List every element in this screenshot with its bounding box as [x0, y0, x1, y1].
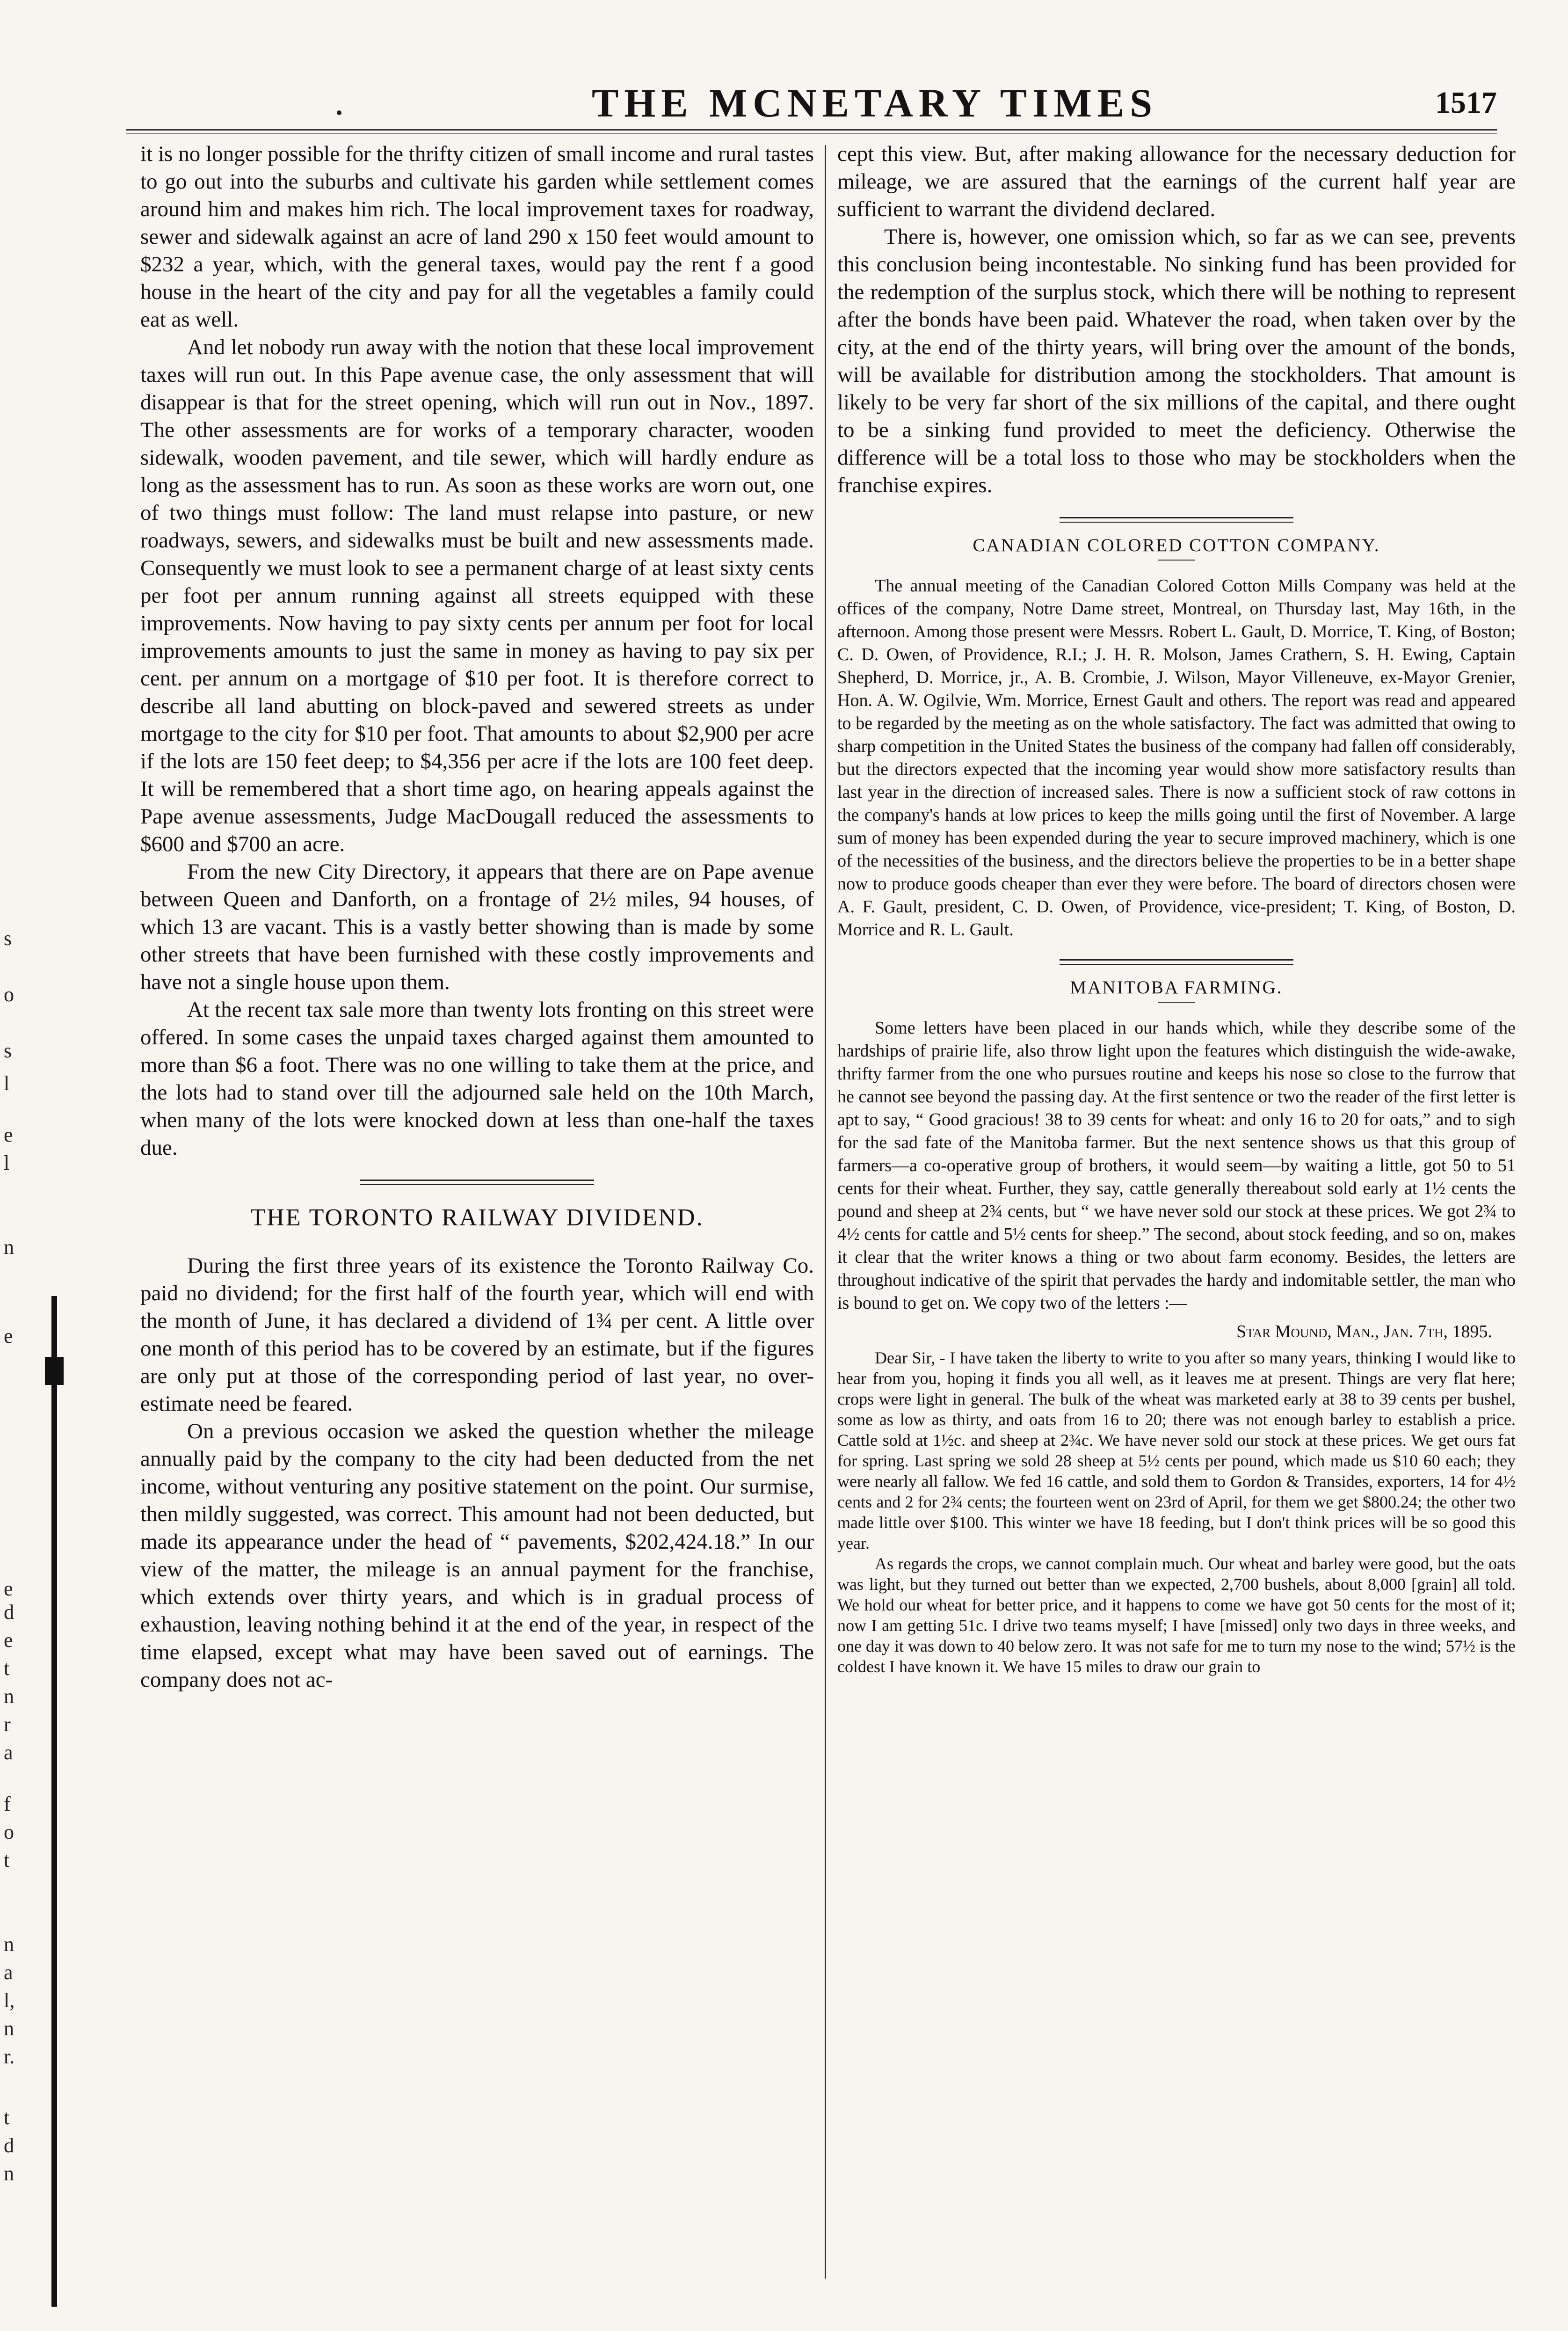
- article-paragraph: The annual meeting of the Canadian Colored Cotton Mills Company was held at the offices of the company, Notre Dame street, Montreal, on Thursday last, May 16th, in the afternoon. Among those present were Messrs. Robert L. Gault, D. Morrice, T. King, of Boston; C. D. Owen, of Providence, R.I.; J. H. R. Molson, James Crathern, S. H. Ewing, Captain Shepherd, D. Morrice, jr., A. B. Crombie, J. Wilson, Mayor Villeneuve, ex-Mayor Grenier, Hon. A. W. Ogilvie, Wm. Morrice, Ernest Gault and others. The report was read and appeared to be regarded by the meeting as on the whole satisfactory. The fact was admitted that owing to sharp competition in the United States the business of the company had fallen off considerably, but the directors expected that the incoming year would show more satisfactory results than last year in the direction of increased sales. There is now a sufficient stock of raw cottons in the company's hands at low prices to keep the mills going until the first of November. A large sum of money has been expended during the year to secure improved machinery, which is one of the necessities of the business, and the directors believe the properties to be in a better shape now to produce goods cheaper than ever they were before. The board of directors chosen were A. F. Gault, president, C. D. Owen, of Providence, vice-president; T. King, of Boston, D. Morrice and R. L. Gault.: [837, 576, 1516, 940]
- edge-letter: s: [4, 1039, 12, 1062]
- edge-letter: e: [4, 1123, 13, 1146]
- edge-letter: l,: [4, 1989, 15, 2012]
- edge-letter: a: [4, 1741, 13, 1764]
- section-heading-manitoba-farming: MANITOBA FARMING.: [1070, 977, 1283, 998]
- edge-letter: n: [4, 1933, 14, 1956]
- right-column: [837, 140, 1516, 2293]
- edge-letter: n: [4, 1236, 14, 1259]
- article-paragraph: At the recent tax sale more than twenty lots fronting on this street were offered. In some cases the unpaid taxes charged against them amounted to more than $6 a foot. There was no one willing to take them at the price, and the lots had to stand over till the adjourned sale held on the 10th March, when many of the lots were knocked down at less than one-half the taxes due.: [140, 998, 814, 1160]
- header-dot: [337, 110, 341, 115]
- article-paragraph: And let nobody run away with the notion that these local improvement taxes will run out. In this Pape avenue case, the only assessment that will disappear is that for the street opening, which will run out in Nov., 1897. The other assessments are for works of a temporary character, wooden sidewalk, wooden pavement, and tile sewer, which will hardly endure as long as the assessment has to run. As soon as these works are worn out, one of two things must follow: The land must relapse into pasture, or new roadways, sewers, and sidewalks must be built and new assessments made. Consequently we must look to see a permanent charge of at least sixty cents per foot per annum running against all streets equipped with these improvements. Now having to pay sixty cents per annum per foot for local improvements amounts to just the same in money as having to pay six per cent. per annum on a mortgage of $10 per foot. It is therefore correct to describe all land abutting on block-paved and sewered streets as under mortgage to the city for $10 per foot. That amounts to about $2,900 per acre if the lots are 150 feet deep; to $4,356 per acre if the lots are 100 feet deep. It will be remembered that a short time ago, on hearing appeals against the Pape avenue assessments, Judge MacDougall reduced the assessments to $600 and $700 an acre.: [140, 335, 814, 856]
- edge-letter: r: [4, 1713, 11, 1736]
- edge-letter: e: [4, 1629, 13, 1652]
- article-paragraph: During the first three years of its existence the Toronto Railway Co. paid no dividend; for the first half of the fourth year, which will end with the month of June, it has declared a dividend of 1¾ per cent. A little over one month of this period has to be covered by an estimate, but if the figures are only put at those of the corresponding period of last year, no over-estimate need be feared.: [140, 1253, 814, 1416]
- letter-dateline: Star Mound, Man., Jan. 7th, 1895.: [1236, 1322, 1492, 1341]
- letter-paragraph: As regards the crops, we cannot complain much. Our wheat and barley were good, but the oats was light, but they turned out better than we expected, 2,700 bushels, about 8,000 [grain] all told. We hold our wheat for better price, and it happens to come we have got 50 cents for the most of it; now I am getting 51c. I drive two teams myself; I have [missed] only two days in three weeks, and one day it was down to 40 below zero. It was not safe for me to turn my nose to the wind; 57½ is the coldest I have known it. We have 15 miles to draw our grain to: [837, 1554, 1516, 1676]
- edge-letter: n: [4, 2162, 14, 2185]
- section-heading-cotton-company: CANADIAN COLORED COTTON COMPANY.: [973, 535, 1380, 555]
- edge-letter: d: [4, 2134, 14, 2157]
- page-header: [140, 75, 1497, 131]
- article-paragraph: There is, however, one omission which, so far as we can see, prevents this conclusion being incontestable. No sinking fund has been provided for the redemption of the surplus stock, which there will be nothing to represent after the bonds have been paid. Whatever the road, when taken over by the city, at the end of the thirty years, will bring over the amount of the bonds, will be available for distribution among the stockholders. That amount is likely to be very far short of the six millions of the capital, and there ought to be a sinking fund provided to meet the deficiency. Otherwise the difference will be a total loss to those who may be stockholders when the franchise expires.: [837, 225, 1516, 497]
- edge-letter: e: [4, 1325, 13, 1348]
- heading-underline: [1158, 1002, 1195, 1003]
- column-divider: [825, 145, 826, 2279]
- edge-letter: a: [4, 1961, 13, 1984]
- edge-letter: o: [4, 983, 14, 1006]
- article-paragraph: From the new City Directory, it appears that there are on Pape avenue between Queen and Danforth, on a frontage of 2½ miles, 94 houses, of which 13 are vacant. This is a vastly better showing than is made by some other streets that have been furnished with these costly improvements and have not a single house upon them.: [140, 860, 814, 994]
- page-number: 1517: [1435, 86, 1497, 120]
- header-rule: [126, 129, 1497, 134]
- section-divider: [360, 1180, 594, 1185]
- edge-letter: n: [4, 2017, 14, 2040]
- binding-clip: [45, 1357, 64, 1385]
- article-paragraph: cept this view. But, after making allowance for the necessary deduction for mileage, we are assured that the earnings of the current half year are sufficient to warrant the dividend declared.: [837, 142, 1516, 221]
- edge-letter: t: [4, 1849, 10, 1872]
- edge-letter: o: [4, 1821, 14, 1843]
- edge-letter: n: [4, 1685, 14, 1708]
- section-divider: [1060, 517, 1293, 523]
- page-title: THE MCNETARY TIMES: [591, 80, 1158, 125]
- letter-paragraph: Dear Sir, - I have taken the liberty to write to you after so many years, thinking I would like to hear from you, hoping it finds you all well, as it leaves me at present. Things are very flat here; crops were light in general. The bulk of the wheat was marketed early at 38 to 39 cents per bushel, some as low as thirty, and oats from 16 to 20; there was not enough barley to establish a price. Cattle sold at 1½c. and sheep at 2¾c. We have never sold our stock at these prices. We get ours fat for spring. Last spring we sold 28 sheep at 5½ cents per pound, which made us $10 60 each; they were nearly all fallow. We fed 16 cattle, and sold them to Gordon & Transides, exporters, 14 for 4½ cents and 2 for 2¾ cents; the fourteen went on 23rd of April, for them we get $800.24; the other two made little over $100. This winter we have 18 feeding, but I don't think prices will be so good this year.: [837, 1348, 1516, 1552]
- edge-letter: l: [4, 1072, 10, 1095]
- edge-letter: l: [4, 1151, 10, 1174]
- adjacent-page-edge: [0, 0, 28, 2331]
- edge-letter: t: [4, 2106, 10, 2129]
- edge-letter: t: [4, 1657, 10, 1680]
- section-heading-toronto-railway: THE TORONTO RAILWAY DIVIDEND.: [250, 1204, 704, 1231]
- heading-underline: [1158, 560, 1195, 561]
- edge-letter: e: [4, 1577, 13, 1600]
- left-column: [140, 140, 814, 2265]
- article-paragraph: On a previous occasion we asked the question whether the mileage annually paid by the company to the city had been deducted from the net income, without venturing any positive statement on the point. Our surmise, then mildly suggested, was correct. This amount had not been deducted, but made its appearance under the head of “ pavements, $202,424.18.” In our view of the matter, the mileage is an annual payment for the franchise, which extends over thirty years, and which is in gradual process of exhaustion, leaving nothing behind it at the end of the year, in respect of the time elapsed, except what may have been saved out of earnings. The company does not ac-: [140, 1419, 814, 1692]
- article-paragraph: Some letters have been placed in our hands which, while they describe some of the hardships of prairie life, also throw light upon the features which distinguish the wide-awake, thrifty farmer from the one who pursues routine and keeps his nose so close to the furrow that he cannot see beyond the passing day. At the first sentence or two the reader of the first letter is apt to say, “ Good gracious! 38 to 39 cents for wheat: and only 16 to 20 for oats,” and to sigh for the sad fate of the Manitoba farmer. But the next sentence shows us that this group of farmers—a co-operative group of brothers, it would seem—by waiting a little, got 50 to 51 cents for their wheat. Further, they say, cattle generally thereabout sold early at 1½ cents the pound and sheep at 2¾ cents, but “ we have never sold our stock at these prices. We got 2¾ to 4½ cents for cattle and 5½ cents for sheep.” The second, about stock feeding, and so on, makes it clear that the writer knows a thing or two about farm economy. Besides, the letters are throughout indicative of the spirit that pervades the hardy and indomitable settler, the man who is bound to get on. We copy two of the letters :—: [837, 1018, 1516, 1313]
- edge-letter: r.: [4, 2045, 15, 2068]
- edge-letter: d: [4, 1601, 14, 1624]
- article-paragraph: it is no longer possible for the thrifty citizen of small income and rural tastes to go out into the suburbs and cultivate his garden while settlement comes around him and makes him rich. The local improvement taxes for roadway, sewer and sidewalk against an acre of land 290 x 150 feet would amount to $232 a year, which, with the general taxes, would pay the rent f a good house in the heart of the city and pay for all the vegetables a family could eat as well.: [140, 142, 814, 332]
- section-divider: [1060, 959, 1293, 965]
- edge-letter: s: [4, 927, 12, 950]
- binding-shadow: [51, 1296, 57, 2307]
- edge-letter: f: [4, 1792, 11, 1815]
